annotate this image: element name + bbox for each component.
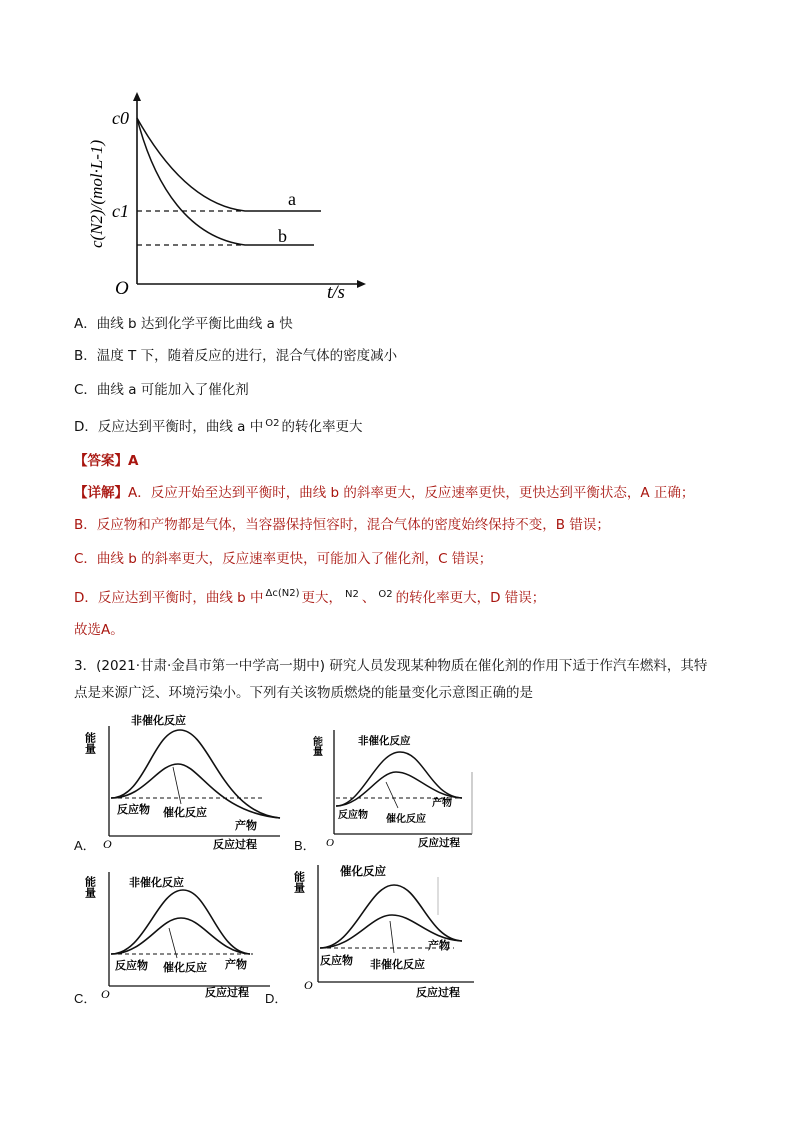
- tick-c0: c0: [112, 108, 129, 128]
- diagram-d-high-label: 催化反应: [340, 864, 386, 878]
- question3-line2: 点是来源广泛、环境污染小。下列有关该物质燃烧的能量变化示意图正确的是: [74, 685, 533, 701]
- diagram-a-x-label: 反应过程: [213, 838, 257, 851]
- explanation-line-d: [74, 589, 545, 609]
- explanation-line-c: C．曲线 b 的斜率更大，反应速率更快，可能加入了催化剂，C 错误；: [74, 551, 493, 567]
- curve-b-label: b: [278, 226, 287, 246]
- explanation-d-pre: D．反应达到平衡时，曲线 b 中: [74, 590, 264, 606]
- diagram-c-product: 产物: [225, 958, 247, 971]
- diagram-d-x-label: 反应过程: [416, 986, 460, 999]
- answer-line: [74, 452, 138, 470]
- diagram-c-option-label: C．: [74, 991, 97, 1006]
- energy-diagram-c: [85, 862, 285, 1002]
- explanation-line-b: B．反应物和产物都是气体，当容器保持恒容时，混合气体的密度始终保持不变，B 错误；: [74, 517, 610, 533]
- diagram-b-origin: O: [326, 837, 334, 849]
- diagram-a-y-label: 能量: [83, 732, 97, 754]
- origin-label: O: [115, 278, 129, 299]
- option-b: B．温度 T 下，随着反应的进行，混合气体的密度减小: [74, 348, 398, 364]
- explanation-d-n2: N2: [345, 589, 359, 600]
- explanation-conclusion: 故选A。: [74, 622, 124, 638]
- option-d-post: 的转化率更大: [281, 419, 363, 435]
- explanation-d-o2: O2: [378, 589, 393, 600]
- diagram-a-option-label: A．: [74, 838, 96, 853]
- diagram-c-high-label: 非催化反应: [129, 876, 184, 889]
- explanation-d-post: 的转化率更大，D 错误；: [395, 590, 546, 606]
- diagram-a-high-label: 非催化反应: [131, 714, 186, 727]
- diagram-c-y-label: 能量: [83, 876, 97, 898]
- diagram-a-reactant: 反应物: [117, 803, 150, 816]
- diagram-c-origin: O: [101, 987, 110, 1001]
- x-axis-label: t/s: [327, 282, 345, 303]
- explanation-d-delta: Δc(N2): [265, 588, 300, 599]
- diagram-d-reactant: 反应物: [320, 954, 353, 967]
- option-d-formula: O2: [265, 418, 280, 429]
- answer-value: A: [128, 453, 139, 469]
- diagram-b-option-label: B．: [294, 838, 316, 853]
- option-c: C．曲线 a 可能加入了催化剂: [74, 382, 249, 398]
- explanation-d-mid: 更大，: [301, 590, 343, 606]
- option-a: A．曲线 b 达到化学平衡比曲线 a 快: [74, 316, 293, 332]
- energy-diagram-b: [312, 722, 482, 852]
- curve-a-label: a: [288, 189, 296, 209]
- explanation-a: A．反应开始至达到平衡时，曲线 b 的斜率更大，反应速率更快，更快达到平衡状态，A 正确；: [128, 485, 695, 501]
- diagram-d-option-label: D．: [265, 991, 288, 1006]
- concentration-time-graph: [80, 88, 380, 308]
- energy-diagram-d: [294, 855, 484, 1000]
- diagram-b-low-label: 催化反应: [386, 814, 426, 825]
- y-axis-arrow: [133, 92, 141, 101]
- diagram-d-origin: O: [304, 978, 313, 992]
- diagram-a-origin: O: [103, 837, 112, 851]
- diagram-c-reactant: 反应物: [115, 959, 148, 972]
- option-d-pre: D．反应达到平衡时，曲线 a 中: [74, 419, 264, 435]
- diagram-d-low-label: 非催化反应: [370, 958, 425, 971]
- diagram-c-low-label: 催化反应: [163, 961, 207, 974]
- diagram-b-y-label: 能量: [310, 736, 322, 756]
- diagram-b-reactant: 反应物: [338, 810, 368, 821]
- curve-b: [137, 118, 314, 245]
- diagram-b-high-label: 非催化反应: [358, 735, 411, 747]
- diagram-a-product: 产物: [235, 819, 257, 832]
- explanation-line-a: [74, 484, 694, 502]
- question3-line1: 3．(2021·甘肃·金昌市第一中学高一期中) 研究人员发现某种物质在催化剂的作用下适于作汽车燃料，其特: [74, 658, 708, 674]
- diagram-b-product: 产物: [432, 798, 452, 809]
- diagram-d-y-label: 能量: [292, 871, 306, 893]
- y-axis-label: c(N2)/(mol·L-1): [87, 139, 106, 248]
- tick-c1: c1: [112, 201, 129, 221]
- energy-diagram-a: [85, 712, 285, 852]
- explanation-d-sep: 、: [361, 590, 376, 606]
- answer-tag: 【答案】: [74, 453, 128, 469]
- diagram-d-product: 产物: [428, 939, 450, 952]
- diagram-b-x-label: 反应过程: [418, 837, 460, 849]
- diagram-c-x-label: 反应过程: [205, 986, 249, 999]
- diagram-a-low-label: 催化反应: [163, 806, 207, 819]
- option-d: [74, 418, 363, 438]
- explanation-tag: 【详解】: [74, 485, 128, 501]
- x-axis-arrow: [357, 280, 366, 288]
